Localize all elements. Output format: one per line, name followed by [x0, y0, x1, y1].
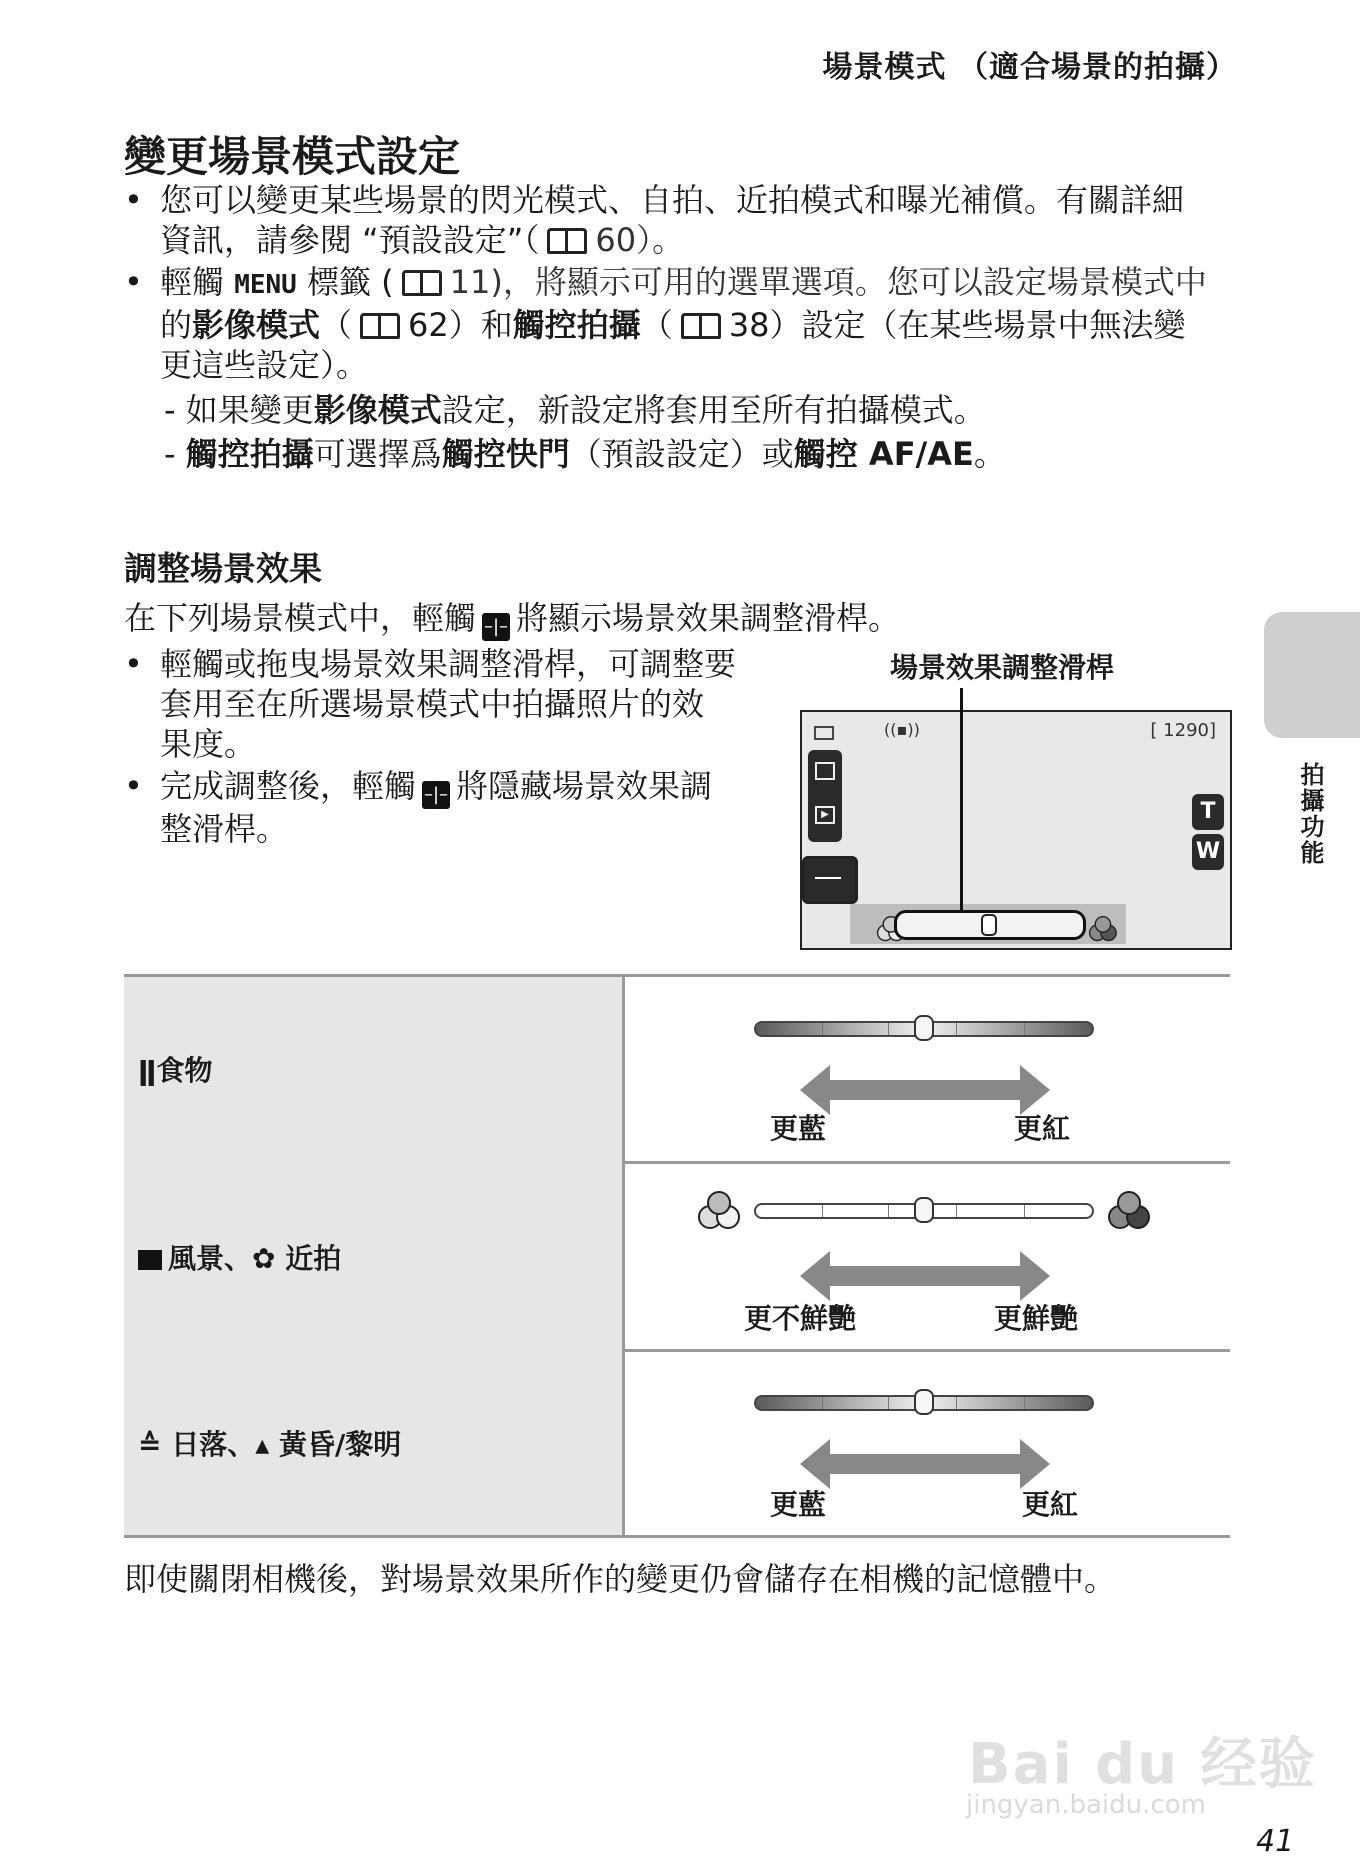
table-cell-mode: ≙ 日落、▴ 黃昏/黎明	[124, 1349, 625, 1535]
playback-icon[interactable]: ▶	[815, 806, 835, 824]
text-line: 輕觸 MENU 標籤 ( 11)，將顯示可用的選單選項。您可以設定場景模式中	[160, 263, 1207, 301]
dusk-dawn-icon: ▴	[255, 1428, 280, 1461]
double-arrow-icon	[800, 1251, 1050, 1301]
menu-label: MENU	[234, 270, 297, 300]
more-saturation-icon	[1108, 1191, 1154, 1231]
sunset-icon: ≙	[138, 1428, 172, 1461]
text-line: 完成調整後，輕觸 –|– 將隱藏場景效果調	[160, 766, 800, 809]
watermark-url: jingyan.baidu.com	[966, 1790, 1206, 1820]
scene-effect-table	[124, 974, 1230, 1541]
zoom-tele-button[interactable]: T	[1192, 794, 1224, 830]
bullet-dot: •	[124, 645, 143, 683]
callout-line	[960, 688, 963, 912]
page-number: 41	[1256, 1824, 1295, 1859]
table-row	[124, 977, 1230, 1164]
bullet-dot: •	[124, 767, 143, 805]
slider-callout-label: 場景效果調整滑桿	[890, 651, 1115, 684]
running-header: 場景模式 （適合場景的拍攝）	[822, 50, 1237, 85]
food-icon: ǁ	[138, 1054, 157, 1087]
sub-bullet: - 觸控拍攝可選擇爲觸控快門（預設設定）或觸控 AF/AE。	[164, 435, 1006, 473]
shots-remaining: [ 1290]	[1150, 720, 1216, 741]
watermark-logo: Bai du 经验	[968, 1732, 1317, 1797]
slider-knob[interactable]	[981, 914, 997, 936]
more-saturation-icon	[1089, 916, 1121, 944]
table-row	[124, 1349, 1230, 1538]
effect-slider	[754, 1021, 1094, 1037]
left-effect-label: 更藍	[770, 1488, 827, 1521]
chapter-tab	[1264, 612, 1360, 738]
camera-screen	[800, 710, 1232, 950]
text-line: 資訊，請參閱 “預設設定”（ 60）。	[160, 221, 685, 259]
table-cell-mode: 風景、✿ 近拍	[124, 1161, 625, 1349]
text-line: 整滑桿。	[160, 810, 289, 848]
text-line: 套用至在所選場景模式中拍攝照片的效	[160, 685, 705, 723]
double-arrow-icon	[800, 1065, 1050, 1115]
right-effect-label: 更紅	[1014, 1112, 1071, 1145]
text-line: 輕觸或拖曳場景效果調整滑桿，可調整要	[160, 645, 737, 683]
text-line: 果度。	[160, 725, 257, 763]
double-arrow-icon	[800, 1439, 1050, 1489]
bullet-dot: •	[124, 263, 143, 301]
left-effect-label: 更藍	[770, 1112, 827, 1145]
text-line: 的影像模式（ 62）和觸控拍攝（ 38）設定（在某些場景中無法變	[160, 306, 1186, 344]
chapter-label: 拍攝功能	[1296, 762, 1324, 866]
landscape-icon[interactable]	[815, 762, 835, 780]
battery-icon	[814, 726, 834, 740]
intro-text: 在下列場景模式中，輕觸 –|– 將顯示場景效果調整滑桿。	[124, 598, 900, 641]
text-line: 更這些設定）。	[160, 346, 369, 384]
vr-icon: ((▪))	[884, 720, 920, 739]
less-saturation-icon	[698, 1191, 744, 1231]
effect-slider	[754, 1203, 1094, 1219]
right-effect-label: 更鮮艷	[994, 1302, 1079, 1335]
slider-knob	[914, 1015, 934, 1041]
scene-effect-slider[interactable]	[894, 910, 1086, 940]
book-icon	[547, 228, 587, 254]
effect-slider-icon: –|–	[422, 781, 450, 809]
book-icon	[402, 270, 442, 296]
close-up-icon: ✿	[252, 1242, 286, 1275]
sub-bullet: - 如果變更影像模式設定，新設定將套用至所有拍攝模式。	[164, 391, 986, 429]
slider-knob	[914, 1389, 934, 1415]
effect-slider-icon: –|–	[482, 613, 510, 641]
effect-slider	[754, 1395, 1094, 1411]
bullet-dot: •	[124, 181, 143, 219]
table-row	[124, 1161, 1230, 1352]
section-title: 變更場景模式設定	[124, 132, 461, 181]
right-effect-label: 更紅	[1022, 1488, 1079, 1521]
slider-knob	[914, 1197, 934, 1223]
book-icon	[360, 313, 400, 339]
footer-note: 即使關閉相機後，對場景效果所作的變更仍會儲存在相機的記憶體中。	[124, 1560, 1117, 1598]
text-line: 您可以變更某些場景的閃光模式、自拍、近拍模式和曝光補償。有關詳細	[160, 181, 1185, 219]
table-cell-mode: ǁ食物	[124, 977, 625, 1161]
left-effect-label: 更不鮮艷	[744, 1302, 857, 1335]
effect-slider-button[interactable]	[802, 856, 858, 904]
book-icon	[681, 313, 721, 339]
side-control-panel	[808, 750, 842, 842]
landscape-icon	[138, 1250, 162, 1270]
section-subtitle: 調整場景效果	[124, 549, 322, 588]
zoom-wide-button[interactable]: W	[1192, 834, 1224, 870]
